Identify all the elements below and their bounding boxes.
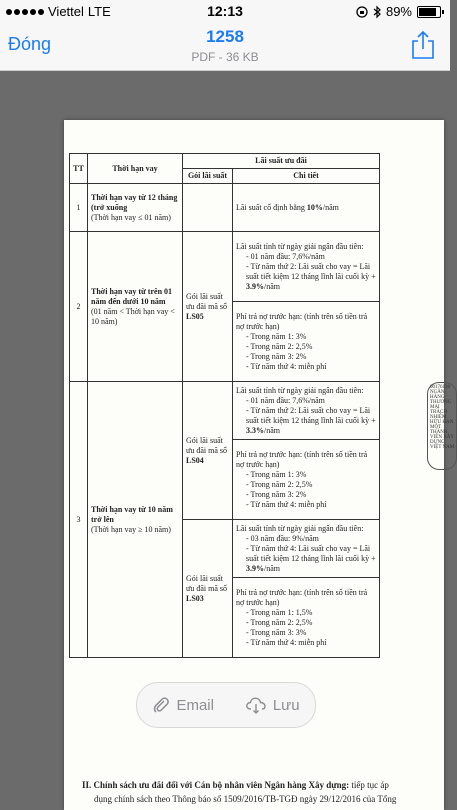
- fee-line: - Từ năm thứ 4: miễn phí: [246, 637, 327, 647]
- paperclip-icon: [152, 696, 170, 714]
- fee-line: - Trong năm 3: 2%: [246, 351, 307, 361]
- row-number: 3: [70, 382, 88, 658]
- header-rate: Lãi suất ưu đãi: [183, 154, 380, 169]
- fee-detail-cell: [233, 578, 380, 658]
- package-cell: [183, 232, 233, 382]
- rate-margin: 3.9%: [246, 281, 264, 291]
- header-tt: TT: [70, 154, 88, 184]
- bluetooth-icon: [373, 6, 381, 18]
- rate-text: - Từ năm thứ 4: Lãi suất cho vay = Lãi suất tiết kiệm 12 tháng lĩnh lãi cuối kỳ +: [246, 543, 376, 563]
- nav-bar: [0, 22, 450, 71]
- orientation-lock-icon: [356, 6, 368, 18]
- rate-detail-cell: [233, 520, 380, 578]
- status-right: [356, 4, 444, 19]
- rate-detail-cell: [233, 382, 380, 440]
- table-row: [70, 382, 380, 440]
- detail-text: Lãi suất cố định bằng: [236, 202, 307, 212]
- rate-margin: 3.3%: [246, 425, 264, 435]
- rate-text: - Từ năm thứ 2: Lãi suất cho vay = Lãi suất tiết kiệm 12 tháng lĩnh lãi cuối kỳ +: [246, 405, 376, 425]
- table-row: [70, 184, 380, 232]
- share-icon[interactable]: [410, 30, 436, 60]
- package-code: LS05: [186, 311, 204, 321]
- rate-line: - 01 năm đầu: 7,6%/năm: [246, 395, 325, 405]
- rate-line: [236, 406, 376, 436]
- rate-intro: Lãi suất tính từ ngày giải ngân đầu tiên:: [236, 241, 364, 251]
- section-heading: II. Chính sách ưu đãi đối với Cán bộ nhân viên Ngân hàng Xây dựng:: [82, 780, 350, 790]
- term-cell: [88, 382, 183, 658]
- save-label: Lưu: [272, 696, 300, 714]
- section-text: tiếp tục áp: [349, 780, 389, 790]
- email-button[interactable]: [152, 696, 214, 714]
- table-row: [70, 232, 380, 302]
- rate-text: - Từ năm thứ 2: Lãi suất cho vay = Lãi suất tiết kiệm 12 tháng lĩnh lãi cuối kỳ +: [246, 261, 376, 281]
- fee-line: - Trong năm 3: 2%: [246, 489, 307, 499]
- term-cell: [88, 232, 183, 382]
- fee-intro: Phí trả nợ trước hạn: (tính trên số tiền trả nợ trước hạn): [236, 449, 368, 469]
- package-code: LS03: [186, 593, 204, 603]
- rate-line: [236, 262, 376, 292]
- detail-suffix: /năm: [322, 202, 339, 212]
- term-title: Thời hạn vay từ 12 tháng (trở xuống: [91, 192, 178, 212]
- done-button[interactable]: Đóng: [8, 34, 52, 54]
- rate-line: [236, 544, 376, 574]
- row-number: 1: [70, 184, 88, 232]
- cloud-download-icon: [245, 696, 267, 714]
- package-text: Gói lãi suất ưu đãi mã số: [186, 573, 227, 593]
- fee-line: - Trong năm 3: 3%: [246, 627, 307, 637]
- fee-line: - Trong năm 1: 3%: [246, 469, 307, 479]
- next-page-text: [82, 780, 432, 790]
- rate-detail-cell: [233, 232, 380, 302]
- rate-intro: Lãi suất tính từ ngày giải ngân đầu tiên:: [236, 523, 364, 533]
- battery-tip: [442, 10, 444, 14]
- document-title: 1258: [206, 27, 244, 46]
- fee-line: - Trong năm 2: 2,5%: [246, 617, 313, 627]
- header-detail: Chi tiết: [233, 169, 380, 184]
- clock: 12:13: [207, 3, 243, 19]
- rate-intro: Lãi suất tính từ ngày giải ngân đầu tiên:: [236, 385, 364, 395]
- rate-unit: /năm: [264, 425, 280, 435]
- detail-value: 10%: [306, 202, 323, 212]
- package-code: LS04: [186, 455, 204, 465]
- header-term: Thời hạn vay: [88, 154, 183, 184]
- fee-intro: Phí trả nợ trước hạn: (tính trên số tiền trả nợ trước hạn): [236, 311, 368, 331]
- term-cell: [88, 184, 183, 232]
- carrier-label: Viettel: [48, 4, 84, 19]
- term-note: (Thời hạn vay ≤ 01 năm): [91, 212, 171, 222]
- package-cell: [183, 382, 233, 520]
- fee-line: - Trong năm 2: 2,5%: [246, 479, 313, 489]
- fee-intro: Phí trả nợ trước hạn: (tính trên số tiền trả nợ trước hạn): [236, 587, 368, 607]
- fee-line: - Từ năm thứ 4: miễn phí: [246, 361, 327, 371]
- network-label: LTE: [87, 4, 111, 19]
- term-note: (Thời hạn vay ≥ 10 năm): [91, 524, 171, 534]
- battery-percent: 89%: [385, 4, 412, 19]
- interest-rate-table: [69, 153, 380, 658]
- detail-cell: [233, 184, 380, 232]
- status-bar: [0, 0, 450, 22]
- save-button[interactable]: [245, 696, 300, 714]
- rate-unit: /năm: [264, 281, 280, 291]
- package-cell: [183, 520, 233, 658]
- rate-margin: 3.9%: [246, 563, 264, 573]
- rate-unit: /năm: [264, 563, 280, 573]
- row-number: 2: [70, 232, 88, 382]
- fee-detail-cell: [233, 440, 380, 520]
- package-cell: [183, 184, 233, 232]
- battery-icon: [417, 6, 441, 18]
- package-text: Gói lãi suất ưu đãi mã số: [186, 435, 227, 455]
- fee-line: - Từ năm thứ 4: miễn phí: [246, 499, 327, 509]
- document-content: [69, 153, 379, 658]
- pdf-page-next[interactable]: [64, 766, 444, 806]
- term-title: Thời hạn vay từ 10 năm trở lên: [91, 504, 173, 524]
- bank-stamp: 00176138 NGÂN HÀNG THƯƠNG MẠI TRÁCH NHIỆM HỮU HẠN MỘT THÀNH VIÊN XÂY DỰNG VIỆT NAM: [427, 382, 457, 470]
- header-package: Gói lãi suất: [183, 169, 233, 184]
- next-page-line2: dụng chính sách theo Thông báo số 1509/2016/TB-TGĐ ngày 29/12/2016 của Tổng: [94, 794, 397, 804]
- term-note: (01 năm < Thời hạn vay < 10 năm): [91, 306, 175, 326]
- fee-line: - Trong năm 1: 1,5%: [246, 607, 313, 617]
- package-text: Gói lãi suất ưu đãi mã số: [186, 291, 227, 311]
- email-label: Email: [176, 696, 214, 714]
- fee-detail-cell: [233, 302, 380, 382]
- rate-line: - 03 năm đầu: 9%/năm: [246, 533, 319, 543]
- term-title: Thời hạn vay từ trên 01 năm đến dưới 10 năm: [91, 286, 173, 306]
- document-subtitle: PDF - 36 KB: [191, 50, 259, 64]
- fee-line: - Trong năm 2: 2,5%: [246, 341, 313, 351]
- action-pill: [136, 682, 316, 728]
- fee-line: - Trong năm 1: 3%: [246, 331, 307, 341]
- rate-line: - 01 năm đầu: 7,6%/năm: [246, 251, 325, 261]
